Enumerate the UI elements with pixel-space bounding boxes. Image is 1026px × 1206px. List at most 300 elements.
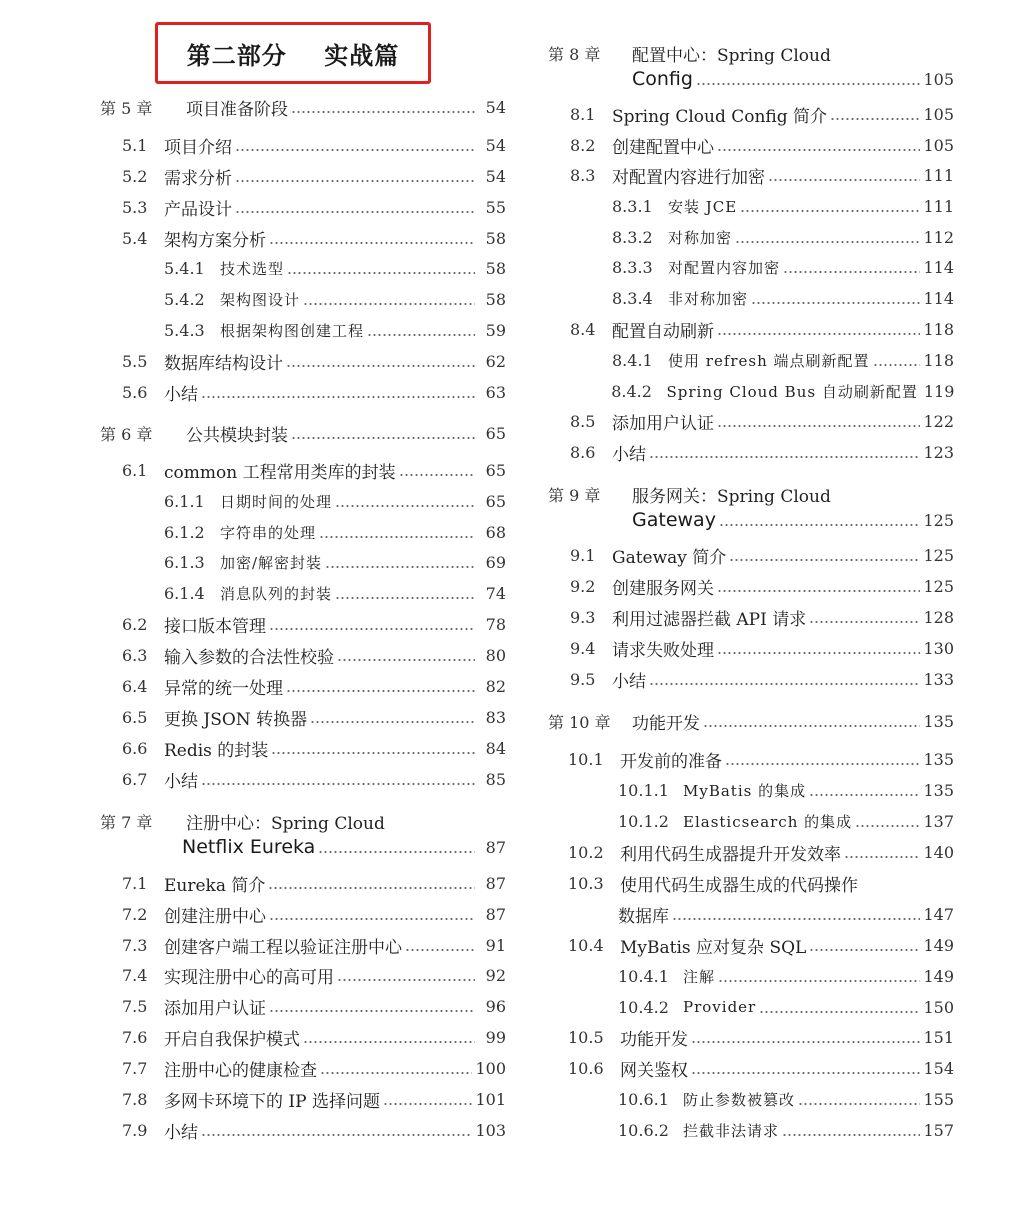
toc-entry[interactable] <box>100 223 506 253</box>
toc-entry-number: 5.4.2 <box>164 289 205 309</box>
toc-entry-number: 10.4.2 <box>618 997 669 1017</box>
toc-leader-dots <box>291 437 475 439</box>
toc-page-number: 111 <box>923 196 954 216</box>
toc-entry-title: Eureka 简介 <box>164 875 266 896</box>
toc-entry-title: 配置中心：Spring Cloud <box>632 45 831 66</box>
toc-entry-title: 项目准备阶段 <box>186 99 288 120</box>
toc-page-number: 111 <box>923 165 954 185</box>
toc-entry-number: 8.3.3 <box>612 257 653 277</box>
toc-entry-number: 7.6 <box>122 1027 148 1047</box>
toc-entry[interactable] <box>100 1115 506 1145</box>
toc-leader-dots <box>319 536 475 538</box>
toc-page-number: 58 <box>485 258 506 278</box>
toc-leader-dots <box>729 559 920 561</box>
toc-leader-dots <box>291 111 475 113</box>
toc-entry[interactable] <box>100 899 506 929</box>
toc-entry-number: 7.8 <box>122 1089 148 1109</box>
toc-leader-dots <box>335 505 475 507</box>
toc-page-number: 54 <box>485 97 506 117</box>
toc-leader-dots <box>649 456 920 458</box>
toc-leader-dots <box>337 659 475 661</box>
toc-leader-dots <box>649 683 920 685</box>
toc-leader-dots <box>768 179 920 181</box>
toc-entry[interactable] <box>548 222 954 252</box>
toc-entry-title: Spring Cloud Config 简介 <box>612 106 828 127</box>
toc-page-number: 135 <box>923 749 954 769</box>
toc-page-number: 137 <box>923 811 954 831</box>
toc-entry-title: 功能开发 <box>620 1029 688 1050</box>
toc-leader-dots <box>703 725 920 727</box>
toc-entry-number: 第 6 章 <box>100 424 153 444</box>
toc-page-number: 65 <box>485 460 506 480</box>
toc-leader-dots <box>735 241 920 243</box>
toc-page-number: 55 <box>485 197 506 217</box>
toc-page-number: 65 <box>485 423 506 443</box>
toc-entry-number: 10.6.2 <box>618 1120 669 1140</box>
toc-entry-number: 第 5 章 <box>100 98 153 118</box>
toc-leader-dots <box>320 1072 472 1074</box>
toc-entry-title: 使用代码生成器生成的代码操作 <box>620 875 858 896</box>
toc-page-number: 112 <box>923 227 954 247</box>
toc-entry[interactable] <box>100 764 506 794</box>
toc-page-number: 149 <box>923 966 954 986</box>
toc-entry-title: 注解 <box>683 967 716 986</box>
toc-entry[interactable] <box>100 455 506 485</box>
toc-entry[interactable] <box>100 1084 506 1114</box>
toc-leader-dots <box>235 149 475 151</box>
toc-entry-title: 对配置内容加密 <box>668 258 781 277</box>
toc-leader-dots <box>719 524 921 526</box>
toc-leader-dots <box>269 242 475 244</box>
toc-entry-title: 实现注册中心的高可用 <box>164 967 334 988</box>
toc-entry[interactable] <box>100 517 506 547</box>
toc-entry[interactable] <box>548 633 954 663</box>
toc-entry-number: 7.1 <box>122 873 148 893</box>
toc-entry-title: 创建服务网关 <box>612 578 714 599</box>
toc-entry[interactable] <box>548 1115 954 1145</box>
toc-entry-number: 5.2 <box>122 166 148 186</box>
toc-entry-title: 开启自我保护模式 <box>164 1029 300 1050</box>
toc-page-number: 62 <box>485 351 506 371</box>
toc-page-number: 87 <box>485 837 506 857</box>
toc-entry[interactable] <box>548 406 954 436</box>
toc-leader-dots <box>405 949 475 951</box>
toc-page-number: 149 <box>923 935 954 955</box>
toc-leader-dots <box>287 272 475 274</box>
toc-entry-number: 10.6.1 <box>618 1089 669 1109</box>
toc-entry-number: 5.4.1 <box>164 258 205 278</box>
toc-entry-number: 8.4 <box>570 319 596 339</box>
toc-leader-dots <box>318 851 475 853</box>
toc-entry[interactable] <box>100 346 506 376</box>
toc-entry[interactable] <box>548 540 954 570</box>
toc-entry[interactable] <box>548 992 954 1022</box>
toc-entry-number: 9.2 <box>570 576 596 596</box>
toc-entry-number: 6.7 <box>122 769 148 789</box>
toc-entry-title: 公共模块封装 <box>186 425 288 446</box>
toc-entry-title: 服务网关：Spring Cloud <box>632 486 831 507</box>
toc-leader-dots <box>725 763 920 765</box>
toc-page-number: 135 <box>923 711 954 731</box>
toc-entry-number: 6.1.4 <box>164 583 205 603</box>
toc-entry[interactable] <box>100 578 506 608</box>
toc-entry-title: 对配置内容进行加密 <box>612 167 765 188</box>
toc-entry-title: 使用 refresh 端点刷新配置 <box>668 351 870 370</box>
toc-entry-title: 根据架构图创建工程 <box>220 321 365 340</box>
toc-page-number: 118 <box>923 319 954 339</box>
toc-entry-title: 架构方案分析 <box>164 230 266 251</box>
toc-entry-number: 5.5 <box>122 351 148 371</box>
toc-leader-dots <box>782 1134 920 1136</box>
toc-entry-number: 10.4.1 <box>618 966 669 986</box>
toc-entry[interactable] <box>548 602 954 632</box>
toc-page-number: 91 <box>485 935 506 955</box>
toc-entry-title: 创建注册中心 <box>164 906 266 927</box>
toc-page-number: 63 <box>485 382 506 402</box>
toc-page-number: 99 <box>485 1027 506 1047</box>
toc-leader-dots <box>367 334 475 336</box>
toc-leader-dots <box>873 364 921 366</box>
toc-entry-number: 7.3 <box>122 935 148 955</box>
toc-entry-title: 创建客户端工程以验证注册中心 <box>164 937 402 958</box>
toc-leader-dots <box>783 271 920 273</box>
toc-page-number: 154 <box>923 1058 954 1078</box>
toc-page-number: 119 <box>923 381 955 401</box>
toc-entry-title: 数据库 <box>618 906 669 927</box>
toc-entry-title: 创建配置中心 <box>612 137 714 158</box>
toc-entry-title: 网关鉴权 <box>620 1060 688 1081</box>
toc-entry-title: Spring Cloud Bus 自动刷新配置 <box>666 382 918 401</box>
toc-entry[interactable] <box>100 702 506 732</box>
toc-entry[interactable] <box>548 437 954 467</box>
toc-entry-number: 第 9 章 <box>548 485 601 505</box>
toc-page-number: 74 <box>485 583 506 603</box>
toc-page-number: 87 <box>485 873 506 893</box>
toc-leader-dots <box>286 365 475 367</box>
toc-leader-dots <box>717 590 920 592</box>
toc-entry[interactable] <box>100 868 506 898</box>
toc-entry[interactable] <box>548 64 954 94</box>
toc-entry[interactable] <box>100 192 506 222</box>
toc-page-number: 125 <box>923 576 954 596</box>
toc-entry[interactable] <box>548 868 954 898</box>
toc-entry[interactable] <box>548 99 954 129</box>
toc-leader-dots <box>201 783 475 785</box>
toc-entry-number: 6.1 <box>122 460 148 480</box>
toc-entry-title: 消息队列的封装 <box>220 584 333 603</box>
toc-leader-dots <box>399 474 475 476</box>
toc-entry[interactable] <box>548 930 954 960</box>
toc-page-number: 157 <box>923 1120 954 1140</box>
toc-leader-dots <box>740 210 920 212</box>
toc-entry-number: 6.1.1 <box>164 491 205 511</box>
toc-entry-number: 8.3.2 <box>612 227 653 247</box>
toc-leader-dots <box>691 1041 920 1043</box>
toc-page-number: 105 <box>923 104 954 124</box>
toc-leader-dots <box>235 211 475 213</box>
toc-entry-title: 架构图设计 <box>220 290 301 309</box>
toc-entry-number: 10.1.1 <box>618 780 669 800</box>
toc-entry[interactable] <box>100 1022 506 1052</box>
toc-entry[interactable] <box>548 376 954 406</box>
toc-entry-number: 9.1 <box>570 545 596 565</box>
toc-page-number: 151 <box>923 1027 954 1047</box>
toc-leader-dots <box>201 396 475 398</box>
toc-leader-dots <box>798 1103 920 1105</box>
toc-entry-title: Config <box>632 68 693 90</box>
toc-page-number: 58 <box>485 289 506 309</box>
toc-entry[interactable] <box>548 837 954 867</box>
toc-entry-number: 7.9 <box>122 1120 148 1140</box>
toc-entry-number: 6.2 <box>122 614 148 634</box>
toc-leader-dots <box>696 83 920 85</box>
toc-page-number: 125 <box>923 510 954 530</box>
toc-entry-number: 10.1 <box>568 749 604 769</box>
toc-entry[interactable] <box>548 130 954 160</box>
toc-entry[interactable] <box>100 161 506 191</box>
toc-entry-number: 5.6 <box>122 382 148 402</box>
toc-entry-number: 第 10 章 <box>548 712 611 732</box>
toc-entry[interactable] <box>548 775 954 805</box>
toc-entry[interactable] <box>548 1022 954 1052</box>
toc-entry[interactable] <box>548 664 954 694</box>
toc-page-number: 123 <box>923 442 954 462</box>
toc-entry-number: 5.1 <box>122 135 148 155</box>
toc-entry[interactable] <box>548 806 954 836</box>
toc-entry[interactable] <box>100 930 506 960</box>
toc-page-number: 65 <box>485 491 506 511</box>
toc-leader-dots <box>717 652 920 654</box>
toc-page-number: 150 <box>923 997 954 1017</box>
toc-entry[interactable] <box>548 191 954 221</box>
toc-entry-number: 8.4.1 <box>612 350 653 370</box>
toc-entry[interactable] <box>100 130 506 160</box>
toc-entry-number: 8.3 <box>570 165 596 185</box>
toc-entry[interactable] <box>548 1084 954 1114</box>
toc-leader-dots <box>759 1011 920 1013</box>
toc-page-number: 118 <box>923 350 954 370</box>
toc-entry-title: Gateway <box>632 509 716 531</box>
toc-page-number: 78 <box>485 614 506 634</box>
toc-leader-dots <box>855 825 920 827</box>
toc-leader-dots <box>303 303 475 305</box>
toc-entry-number: 10.3 <box>568 873 604 893</box>
toc-entry-number: 10.6 <box>568 1058 604 1078</box>
toc-page-number: 114 <box>923 257 954 277</box>
toc-entry[interactable] <box>100 640 506 670</box>
toc-entry[interactable] <box>548 706 954 736</box>
toc-page-number: 100 <box>475 1058 506 1078</box>
toc-leader-dots <box>830 118 920 120</box>
toc-entry[interactable] <box>100 377 506 407</box>
toc-leader-dots <box>268 887 475 889</box>
toc-entry-number: 6.1.2 <box>164 522 205 542</box>
toc-entry-number: 8.4.2 <box>611 381 652 401</box>
toc-entry-number: 8.5 <box>570 411 596 431</box>
toc-leader-dots <box>235 180 475 182</box>
toc-leader-dots <box>718 980 920 982</box>
toc-entry-title: 非对称加密 <box>668 289 749 308</box>
toc-entry-number: 5.4.3 <box>164 320 205 340</box>
toc-entry[interactable] <box>548 571 954 601</box>
toc-entry-title: 小结 <box>612 671 646 692</box>
toc-leader-dots <box>325 566 475 568</box>
toc-entry-title: 注册中心的健康检查 <box>164 1060 317 1081</box>
toc-leader-dots <box>717 425 920 427</box>
toc-entry-title: 输入参数的合法性校验 <box>164 647 334 668</box>
toc-page-number: 69 <box>485 552 506 572</box>
toc-page-number: 96 <box>485 996 506 1016</box>
toc-entry-title: 拦截非法请求 <box>683 1121 780 1140</box>
toc-entry-title: 功能开发 <box>632 713 700 734</box>
toc-entry-number: 7.5 <box>122 996 148 1016</box>
toc-page-number: 135 <box>923 780 954 800</box>
toc-entry-number: 9.5 <box>570 669 596 689</box>
toc-entry-title: 需求分析 <box>164 168 232 189</box>
toc-entry-title: 多网卡环境下的 IP 选择问题 <box>164 1091 380 1112</box>
toc-entry-number: 5.3 <box>122 197 148 217</box>
toc-leader-dots <box>844 856 920 858</box>
toc-page-number: 101 <box>475 1089 506 1109</box>
toc-leader-dots <box>809 949 920 951</box>
toc-entry-title: 利用代码生成器提升开发效率 <box>620 844 841 865</box>
toc-entry[interactable] <box>100 1053 506 1083</box>
toc-entry-number: 6.6 <box>122 738 148 758</box>
toc-entry[interactable] <box>548 961 954 991</box>
toc-page-number: 59 <box>485 320 506 340</box>
toc-entry[interactable] <box>548 899 954 929</box>
toc-entry[interactable] <box>100 253 506 283</box>
toc-entry[interactable] <box>100 284 506 314</box>
toc-entry-title: 请求失败处理 <box>612 640 714 661</box>
toc-leader-dots <box>751 302 920 304</box>
toc-entry[interactable] <box>548 744 954 774</box>
toc-entry-number: 7.4 <box>122 965 148 985</box>
toc-entry[interactable] <box>548 314 954 344</box>
toc-page-number: 140 <box>923 842 954 862</box>
toc-entry[interactable] <box>100 315 506 345</box>
toc-page-number: 103 <box>475 1120 506 1140</box>
toc-entry-title: 技术选型 <box>220 259 285 278</box>
toc-entry-number: 8.3.1 <box>612 196 653 216</box>
toc-leader-dots <box>672 918 920 920</box>
toc-page-number: 125 <box>923 545 954 565</box>
toc-entry[interactable] <box>100 547 506 577</box>
toc-entry-title: 日期时间的处理 <box>220 492 333 511</box>
toc-entry-number: 第 7 章 <box>100 812 153 832</box>
toc-entry-title: 产品设计 <box>164 199 232 220</box>
toc-entry-title: 小结 <box>164 1122 198 1143</box>
toc-entry[interactable] <box>548 160 954 190</box>
toc-entry[interactable] <box>548 1053 954 1083</box>
toc-entry-number: 10.5 <box>568 1027 604 1047</box>
toc-leader-dots <box>337 979 475 981</box>
toc-page-number: 84 <box>485 738 506 758</box>
toc-entry[interactable] <box>548 252 954 282</box>
toc-entry[interactable] <box>100 733 506 763</box>
toc-entry[interactable] <box>100 486 506 516</box>
toc-entry-number: 8.6 <box>570 442 596 462</box>
toc-entry[interactable] <box>100 671 506 701</box>
toc-page-number: 54 <box>485 135 506 155</box>
toc-leader-dots <box>691 1072 920 1074</box>
toc-entry-number: 6.5 <box>122 707 148 727</box>
toc-page-number: 155 <box>923 1089 954 1109</box>
toc-leader-dots <box>271 752 475 754</box>
toc-entry-title: Provider <box>683 998 757 1016</box>
toc-entry-title: 添加用户认证 <box>164 998 266 1019</box>
toc-entry-title: 接口版本管理 <box>164 616 266 637</box>
toc-page-number: 87 <box>485 904 506 924</box>
toc-page-number: 58 <box>485 228 506 248</box>
toc-entry[interactable] <box>548 345 954 375</box>
toc-entry-number: 8.3.4 <box>612 288 653 308</box>
toc-entry[interactable] <box>100 609 506 639</box>
toc-entry[interactable] <box>548 283 954 313</box>
toc-leader-dots <box>269 1010 475 1012</box>
toc-entry-title: 小结 <box>612 444 646 465</box>
toc-entry-title: 利用过滤器拦截 API 请求 <box>612 609 807 630</box>
toc-entry-title: 安装 JCE <box>668 197 738 216</box>
toc-leader-dots <box>809 794 920 796</box>
toc-entry-title: 小结 <box>164 384 198 405</box>
toc-page-number: 128 <box>923 607 954 627</box>
toc-entry-title: 字符串的处理 <box>220 523 317 542</box>
toc-entry[interactable] <box>100 92 506 122</box>
toc-page-number: 114 <box>923 288 954 308</box>
toc-page-number: 82 <box>485 676 506 696</box>
toc-entry-title: 更换 JSON 转换器 <box>164 709 308 730</box>
toc-entry-title: 防止参数被篡改 <box>683 1090 796 1109</box>
toc-entry-number: 10.4 <box>568 935 604 955</box>
toc-page-number: 83 <box>485 707 506 727</box>
toc-page-number: 147 <box>923 904 954 924</box>
toc-entry-title: 数据库结构设计 <box>164 353 283 374</box>
toc-entry-number: 6.3 <box>122 645 148 665</box>
toc-entry-title: common 工程常用类库的封装 <box>164 462 396 483</box>
toc-entry[interactable] <box>100 418 506 448</box>
toc-leader-dots <box>269 628 475 630</box>
toc-entry-title: MyBatis 应对复杂 SQL <box>620 937 807 958</box>
toc-entry-number: 7.7 <box>122 1058 148 1078</box>
toc-page-number: 105 <box>923 69 954 89</box>
toc-leader-dots <box>201 1134 472 1136</box>
toc-page-number: 68 <box>485 522 506 542</box>
toc-entry[interactable] <box>100 991 506 1021</box>
toc-entry-number: 6.1.3 <box>164 552 205 572</box>
toc-entry[interactable] <box>548 505 954 535</box>
toc-entry-title: 开发前的准备 <box>620 751 722 772</box>
toc-entry[interactable] <box>100 960 506 990</box>
toc-entry-title: 小结 <box>164 771 198 792</box>
toc-entry-title: 添加用户认证 <box>612 413 714 434</box>
toc-entry-number: 9.4 <box>570 638 596 658</box>
toc-entry-number: 10.2 <box>568 842 604 862</box>
toc-entry[interactable] <box>100 832 506 862</box>
toc-entry-title: 对称加密 <box>668 228 733 247</box>
toc-leader-dots <box>303 1041 475 1043</box>
toc-entry-number: 9.3 <box>570 607 596 627</box>
toc-entry-number: 5.4 <box>122 228 148 248</box>
toc-entry-number: 6.4 <box>122 676 148 696</box>
toc-entry-number: 7.2 <box>122 904 148 924</box>
toc-entry-number: 8.2 <box>570 135 596 155</box>
toc-entry-number: 8.1 <box>570 104 596 124</box>
toc-page-number: 85 <box>485 769 506 789</box>
toc-page-number: 92 <box>485 965 506 985</box>
toc-page-number: 130 <box>923 638 954 658</box>
toc-entry-title: 项目介绍 <box>164 137 232 158</box>
